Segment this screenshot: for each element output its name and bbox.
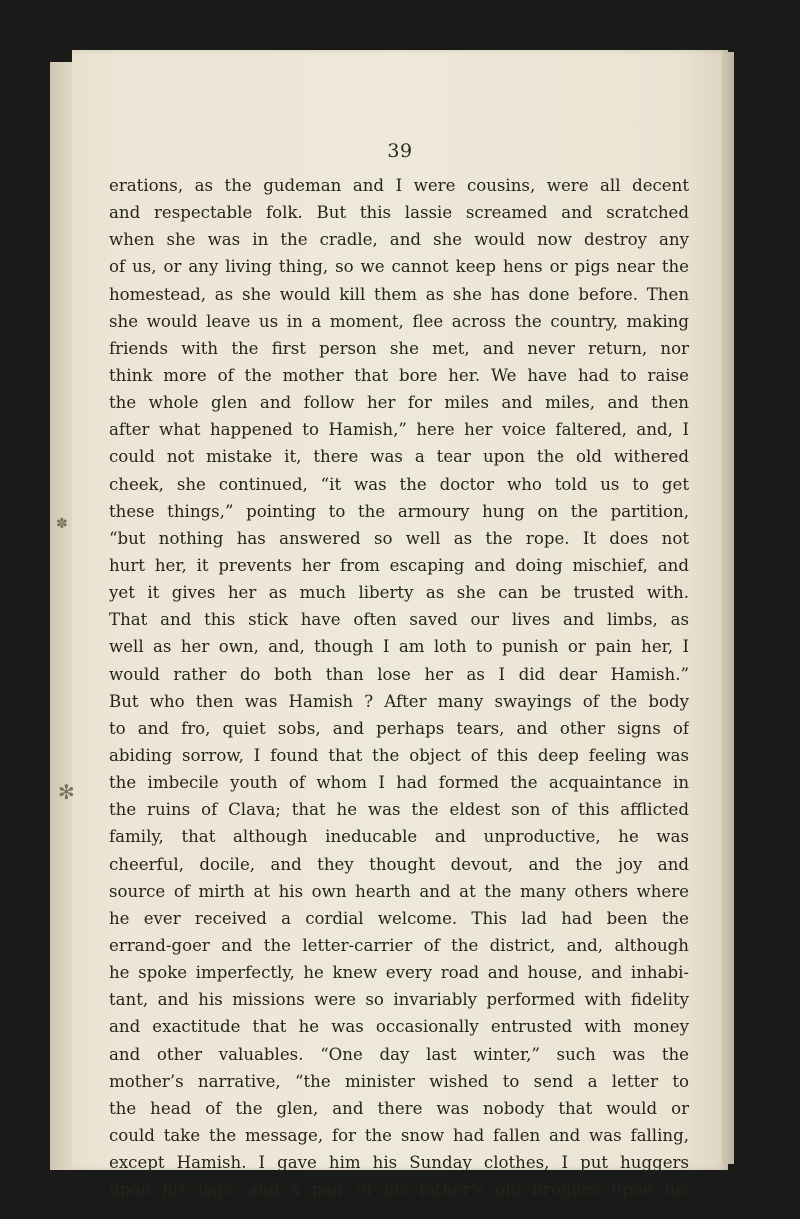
text-line: the whole glen and follow her for miles and miles, and then xyxy=(109,393,689,413)
text-line: and exactitude that he was occasionally entrusted with money xyxy=(109,1017,689,1037)
text-line: upon his legs, and a pair of his father’s old brogues upon his xyxy=(109,1180,689,1200)
text-line: But who then was Hamish ? After many swayings of the body xyxy=(109,691,689,711)
text-line: abiding sorrow, I found that the object of this deep feeling was xyxy=(109,745,689,765)
margin-stain-mark: ✻ xyxy=(58,780,75,804)
text-line: That and this stick have often saved our lives and limbs, as xyxy=(109,610,689,630)
text-line: homestead, as she would kill them as she has done before. Then xyxy=(109,284,689,304)
text-line: the imbecile youth of whom I had formed the acquaintance in xyxy=(109,773,689,793)
text-line: “but nothing has answered so well as the rope. It does not xyxy=(109,528,689,548)
text-line: hurt her, it prevents her from escaping and doing mischief, and xyxy=(109,555,689,575)
text-line: cheerful, docile, and they thought devout, and the joy and xyxy=(109,854,689,874)
text-line: after what happened to Hamish,” here her voice faltered, and, I xyxy=(109,420,689,440)
text-line: and other valuables. “One day last winter,” such was the xyxy=(109,1044,689,1064)
page-number: 39 xyxy=(387,140,413,162)
text-line: yet it gives her as much liberty as she can be trusted with. xyxy=(109,583,689,603)
text-line: could take the message, for the snow had fallen and was falling, xyxy=(109,1125,689,1145)
text-line: he spoke imperfectly, he knew every road and house, and inhabi- xyxy=(109,963,689,983)
text-line: to and fro, quiet sobs, and perhaps tears, and other signs of xyxy=(109,718,689,738)
body-text xyxy=(109,172,689,1203)
text-line: she would leave us in a moment, flee across the country, making xyxy=(109,311,689,331)
text-line: erations, as the gudeman and I were cousins, were all decent xyxy=(109,176,689,195)
text-line: the ruins of Clava; that he was the eldest son of this afflicted xyxy=(109,800,689,820)
text-line: well as her own, and, though I am loth to punish or pain her, I xyxy=(109,637,689,657)
text-line: think more of the mother that bore her. We have had to raise xyxy=(109,365,689,385)
text-line: he ever received a cordial welcome. This lad had been the xyxy=(109,908,689,928)
text-line: the head of the glen, and there was nobody that would or xyxy=(109,1098,689,1118)
text-line: cheek, she continued, “it was the doctor who told us to get xyxy=(109,474,689,494)
text-line: mother’s narrative, “the minister wished to send a letter to xyxy=(109,1071,689,1091)
margin-smudge-mark: ✽ xyxy=(56,516,68,532)
text-line: source of mirth at his own hearth and at the many others where xyxy=(109,881,689,901)
text-line: these things,” pointing to the armoury hung on the partition, xyxy=(109,501,689,521)
text-line: errand-goer and the letter-carrier of the district, and, although xyxy=(109,935,689,955)
text-line: could not mistake it, there was a tear upon the old withered xyxy=(109,447,689,467)
text-line: except Hamish. I gave him his Sunday clothes, I put huggers xyxy=(109,1153,689,1173)
text-line: when she was in the cradle, and she would now destroy any xyxy=(109,230,689,250)
text-line: of us, or any living thing, so we cannot keep hens or pigs near the xyxy=(109,257,689,277)
text-line: would rather do both than lose her as I did dear Hamish.” xyxy=(109,664,689,684)
text-line: tant, and his missions were so invariably performed with fidelity xyxy=(109,990,689,1010)
text-line: friends with the first person she met, and never return, nor xyxy=(109,338,689,358)
text-line: and respectable folk. But this lassie screamed and scratched xyxy=(109,203,689,223)
text-line: family, that although ineducable and unproductive, he was xyxy=(109,827,689,847)
page-right-edge xyxy=(722,52,734,1164)
